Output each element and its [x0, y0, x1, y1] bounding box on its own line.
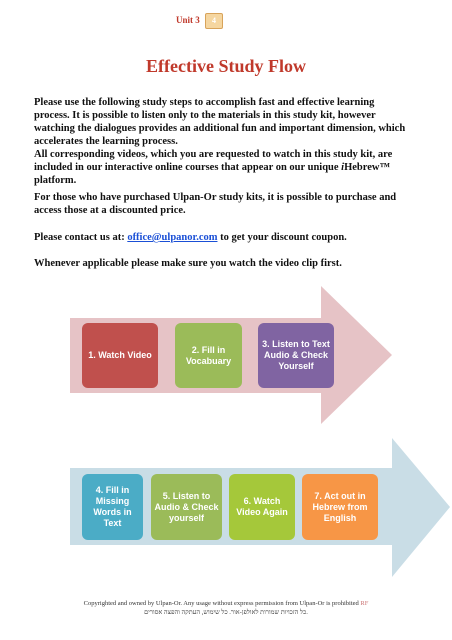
step-label: 5. Listen to Audio & Check yourself [154, 490, 219, 523]
video-note-paragraph: Whenever applicable please make sure you watch the video clip first. [34, 258, 342, 269]
unit-label: Unit 3 [176, 15, 200, 25]
step-label: 1. Watch Video [88, 350, 152, 360]
step-label: 4. Fill in Missing Words in Text [93, 485, 132, 528]
page-number-badge: 4 [205, 13, 223, 29]
step-box-lower-2 [151, 474, 222, 540]
video-info-text: All corresponding videos, which you are requested to watch in this study kit, are included in our interactive online courses that appear on our unique [34, 149, 393, 173]
page-title: Effective Study Flow [146, 56, 306, 76]
copyright-text: Copyrighted and owned by Ulpan-Or. Any usage without express permission from Ulpan-Or is prohibited [83, 600, 359, 607]
step-box-1 [82, 323, 158, 388]
step-box-lower-4 [302, 474, 378, 540]
step-box-3 [258, 323, 334, 388]
contact-prefix: Please contact us at: [34, 232, 128, 243]
intro-text: Please use the following study steps to accomplish fast and effective learning process. It is possible to listen only to the materials in this study kit, however watching the dialogues provides an additional fun and important dimension, which accelerates the learning process. [34, 97, 406, 147]
step-box-lower-1 [82, 474, 143, 540]
step-label: 3. Listen to Text Audio & Check Yourself [262, 339, 330, 371]
step-label: 2. Fill in Vocabuary [185, 344, 232, 366]
email-link[interactable]: office@ulpanor.com [127, 232, 218, 243]
copyright-hebrew: כל הזכויות שמורות לאולפן-אור. כל שימוש, העתקה והפצה אסורים. [144, 609, 308, 616]
purchase-paragraph: For those who have purchased Ulpan-Or study kits, it is possible to purchase and access those at a discounted price. [34, 192, 397, 216]
page-footer [0, 599, 452, 617]
contact-suffix: to get your discount coupon. [217, 232, 347, 243]
brand-i: i [341, 162, 345, 173]
step-box-2 [175, 323, 242, 388]
footer-mark: RF [360, 600, 369, 607]
step-label: 6. Watch Video Again [236, 496, 288, 517]
step-label: 7. Act out in Hebrew from English [312, 490, 368, 523]
step-box-lower-3 [229, 474, 295, 540]
video-info-text-end: Hebrew™ platform. [34, 162, 390, 186]
